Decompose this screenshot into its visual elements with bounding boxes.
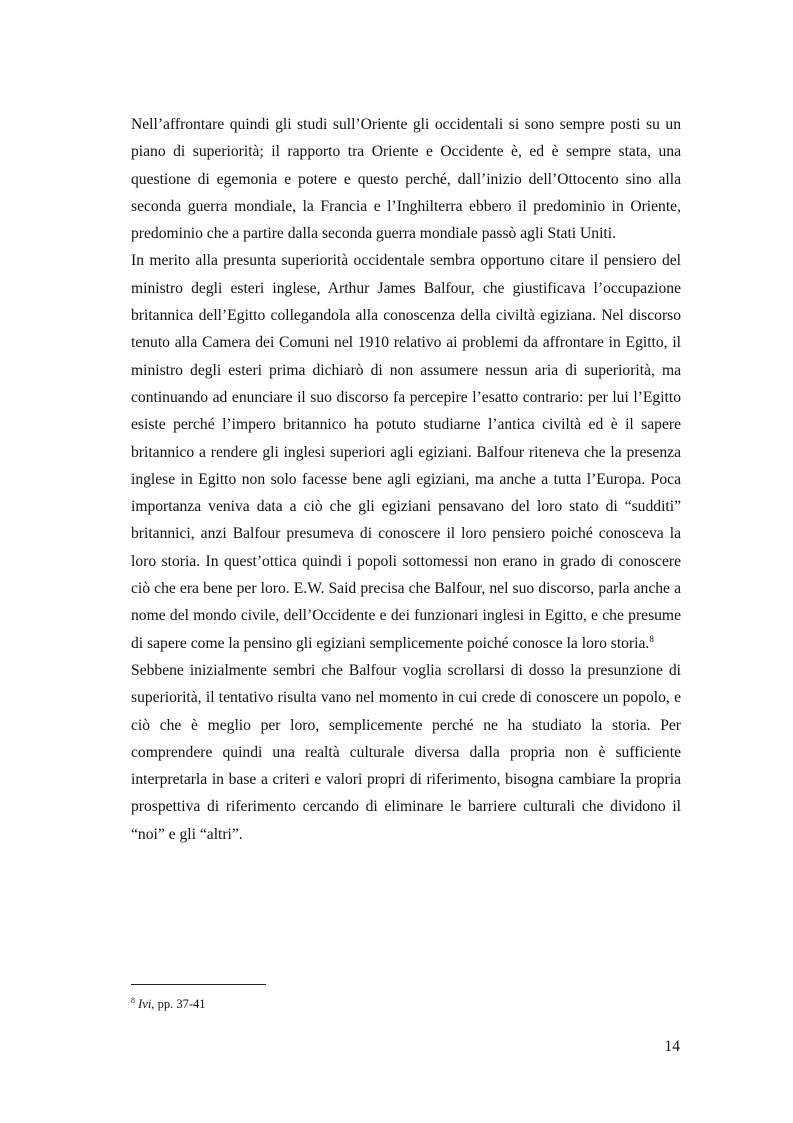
body-text (131, 111, 681, 848)
paragraph-2 (131, 247, 681, 656)
paragraph-2-text: In merito alla presunta superiorità occidentale sembra opportuno citare il pensiero del ministro degli esteri inglese, Arthur James Balfour, che giustificava l’occupazione britannica dell’Egitto collegandola alla conoscenza della civiltà egiziana. Nel discorso tenuto alla Camera dei Comuni nel 1910 relativo ai problemi da affrontare in Egitto, il ministro degli esteri prima dichiarò di non assumere nessun aria di superiorità, ma continuando ad enunciare il suo discorso fa percepire l’esatto contrario: per lui l’Egitto esiste perché l’impero britannico ha potuto studiarne l’antica civiltà ed è il sapere britannico a rendere gli inglesi superiori agli egiziani. Balfour riteneva che la presenza inglese in Egitto non solo facesse bene agli egiziani, ma anche a tutta l’Europa. Poca importanza veniva data a ciò che gli egiziani pensavano del loro stato di “sudditi” britannici, anzi Balfour presumeva di conoscere il loro pensiero poiché conosceva la loro storia. In quest’ottica quindi i popoli sottomessi non erano in grado di conoscere ciò che era bene per loro. E.W. Said precisa che Balfour, nel suo discorso, parla anche a nome del mondo civile, dell’Occidente e dei funzionari inglesi in Egitto, e che presume di sapere come la pensino gli egiziani semplicemente poiché conosce la loro storia. (131, 252, 681, 652)
footnote-citation: Ivi, (138, 997, 155, 1011)
footnote (131, 996, 205, 1012)
footnote-number: 8 (131, 995, 135, 1005)
footnote-reference[interactable]: 8 (649, 633, 654, 644)
paragraph-3: Sebbene inizialmente sembri che Balfour voglia scrollarsi di dosso la presunzione di superiorità, il tentativo risulta vano nel momento in cui crede di conoscere un popolo, e ciò che è meglio per loro, semplicemente perché ne ha studiato la storia. Per comprendere quindi una realtà culturale diversa dalla propria non è sufficiente interpretarla in base a criteri e valori propri di riferimento, bisogna cambiare la propria prospettiva di riferimento cercando di eliminare le barriere culturali che dividono il “noi” e gli “altri”. (131, 661, 681, 843)
page-number: 14 (664, 1038, 680, 1055)
footnote-divider (131, 984, 266, 985)
footnote-pages: pp. 37-41 (154, 997, 206, 1011)
paragraph-1: Nell’affrontare quindi gli studi sull’Oriente gli occidentali si sono sempre posti su un piano di superiorità; il rapporto tra Oriente e Occidente è, ed è sempre stata, una questione di egemonia e potere e questo perché, dall’inizio dell’Ottocento sino alla seconda guerra mondiale, la Francia e l’Inghilterra ebbero il predominio in Oriente, predominio che a partire dalla seconda guerra mondiale passò agli Stati Uniti. (131, 116, 681, 243)
